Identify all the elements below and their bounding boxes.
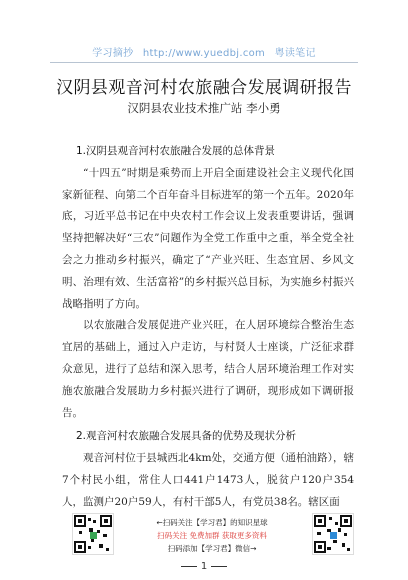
section-heading-1: 1.汉阴县观音河村农旅融合发展的总体背景 [76,145,276,157]
page-number [0,561,408,572]
paragraph: “十四五”时期是乘势而上开启全面建设社会主义现代化国家新征程、向第二个百年奋斗目标进军的第一个五年。2020年底，习近平总书记在中央农村工作会议上发表重要讲话，强调坚持把解决好“三农”问题作为全党工作重中之重，举全党全社会之力推动乡村振兴，确定了“产业兴旺、生态宜居、乡风文明、治理有效、生活富裕”的乡村振兴总目标，为实施乡村振兴战略指明了方向。 [62,166,354,310]
section-heading-2: 2.观音河村农旅融合发展具备的优势及现状分析 [76,430,297,443]
qr-code-wechat-icon [312,513,354,555]
promo-line-wechat: 扫码添加【学习君】微信→ [167,544,257,553]
qr-code-planet-icon [72,513,114,555]
paragraph: 以农旅融合发展促进产业兴旺，在人居环境综合整治生态宜居的基础上，通过入户走访，与村贤人士座谈，广泛征求群众意见，进行了总结和深入思考，结合人居环境治理工作对实施农旅融合发展助力乡村振兴进行了调研，现形成如下调研报告。 [62,319,354,419]
site-name-left: 学习摘抄 [92,48,134,59]
header-divider [50,62,358,63]
paragraph: 观音河村位于县城西北4km处，交通方便（通柏油路），辖7个村民小组，常住人口441户1473人，脱贫户120户354人，监测户20户59人，有村干部5人，有党员38名。辖区面 [62,452,354,508]
site-name-right: 粤读笔记 [274,48,316,59]
promo-line-group: 扫码关注 免费加群 获取更多资料 [157,531,267,540]
page-number-dash-left [181,566,197,567]
site-url-link[interactable]: http://www.yuedbj.com [142,48,266,59]
site-header [0,44,408,59]
page-number-dash-right [211,566,227,567]
document-body [62,139,354,513]
footer-promo [122,516,302,555]
page-number-value: 1 [200,561,208,572]
document-title: 汉阴县观音河村农旅融合发展调研报告 [56,78,352,98]
document-author: 汉阴县农业技术推广站 李小勇 [127,101,281,115]
promo-line-planet: ←扫码关注【学习君】的知识星球 [156,518,268,527]
